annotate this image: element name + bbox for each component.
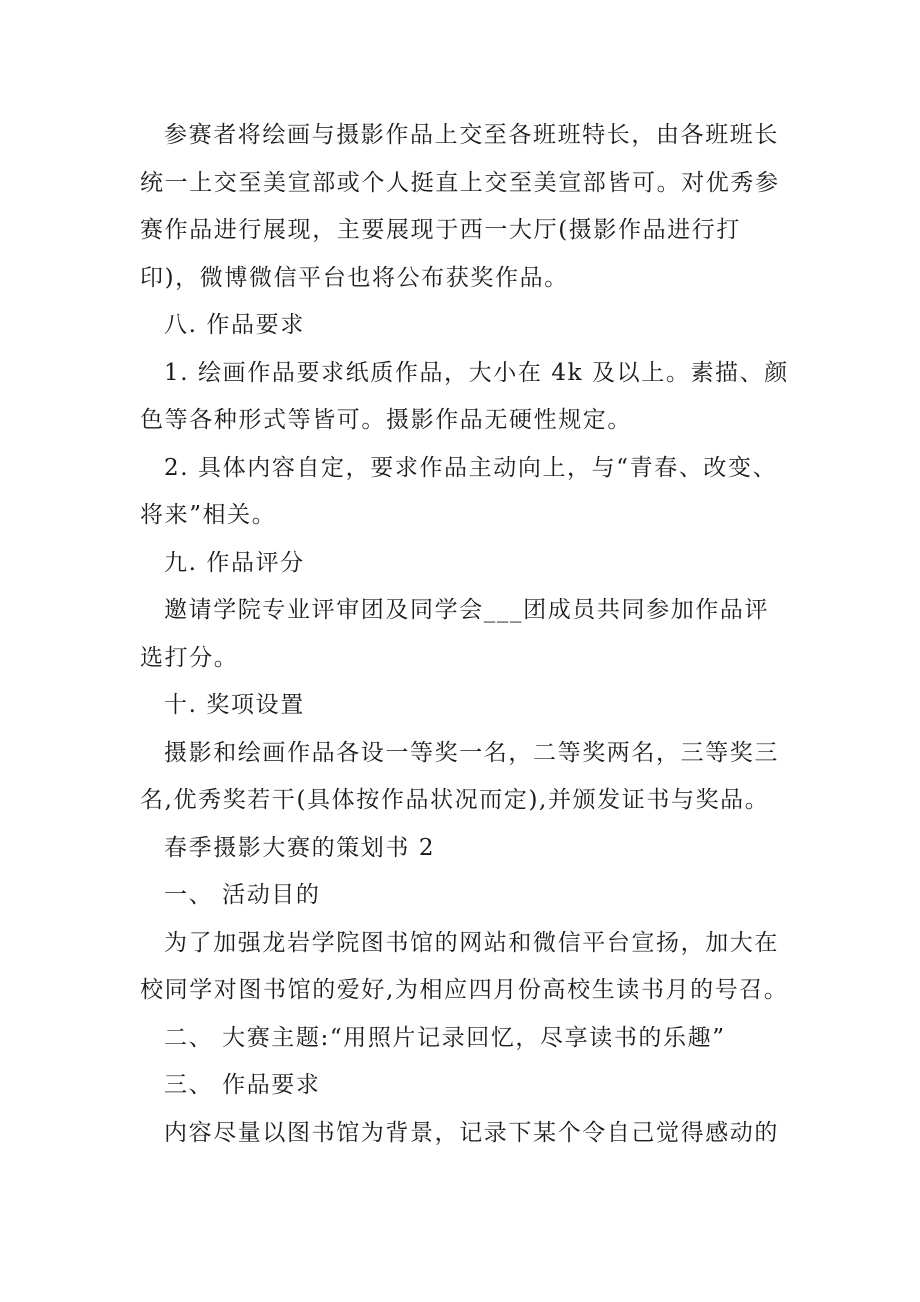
text-line: 2. 具体内容自定，要求作品主动向上，与“青春、改变、 [164, 454, 778, 481]
text-line: 参赛者将绘画与摄影作品上交至各班班特长，由各班班长 [164, 122, 779, 148]
text-line: 统一上交至美宣部或个人挺直上交至美宣部皆可。对优秀参 [140, 169, 780, 196]
section-heading: 三、 作品要求 [164, 1072, 321, 1098]
text-line: 邀请学院专业评审团及同学会___团成员共同参加作品评 [164, 597, 770, 623]
text-line: 将来”相关。 [140, 502, 277, 528]
text-line: 摄影和绘画作品各设一等奖一名，二等奖两名，三等奖三 [164, 739, 779, 766]
document-body [140, 112, 790, 1157]
section-heading: 九. 作品评分 [164, 549, 305, 576]
text-line: 内容尽量以图书馆为背景，记录下某个令自己觉得感动的 [164, 1119, 779, 1146]
text-line: 选打分。 [140, 644, 239, 671]
text-line: 色等各种形式等皆可。摄影作品无硬性规定。 [140, 407, 632, 433]
section-heading: 一、 活动目的 [164, 882, 321, 908]
text-line: 1. 绘画作品要求纸质作品，大小在 4k 及以上。素描、颜 [164, 359, 789, 386]
text-line: 名,优秀奖若干(具体按作品状况而定),并颁发证书与奖品。 [140, 787, 770, 813]
text-line: 为了加强龙岩学院图书馆的网站和微信平台宣扬，加大在 [164, 929, 779, 956]
section-heading: 十. 奖项设置 [164, 692, 305, 718]
document-title: 春季摄影大赛的策划书 2 [164, 834, 436, 861]
text-line: 印)，微博微信平台也将公布获奖作品。 [140, 264, 569, 291]
section-heading: 二、 大赛主题:“用照片记录回忆，尽享读书的乐趣” [164, 1024, 726, 1051]
section-heading: 八. 作品要求 [164, 312, 305, 338]
text-line: 赛作品进行展现，主要展现于西一大厅(摄影作品进行打 [140, 217, 741, 243]
text-line: 校同学对图书馆的爱好,为相应四月份高校生读书月的号召。 [140, 977, 789, 1003]
